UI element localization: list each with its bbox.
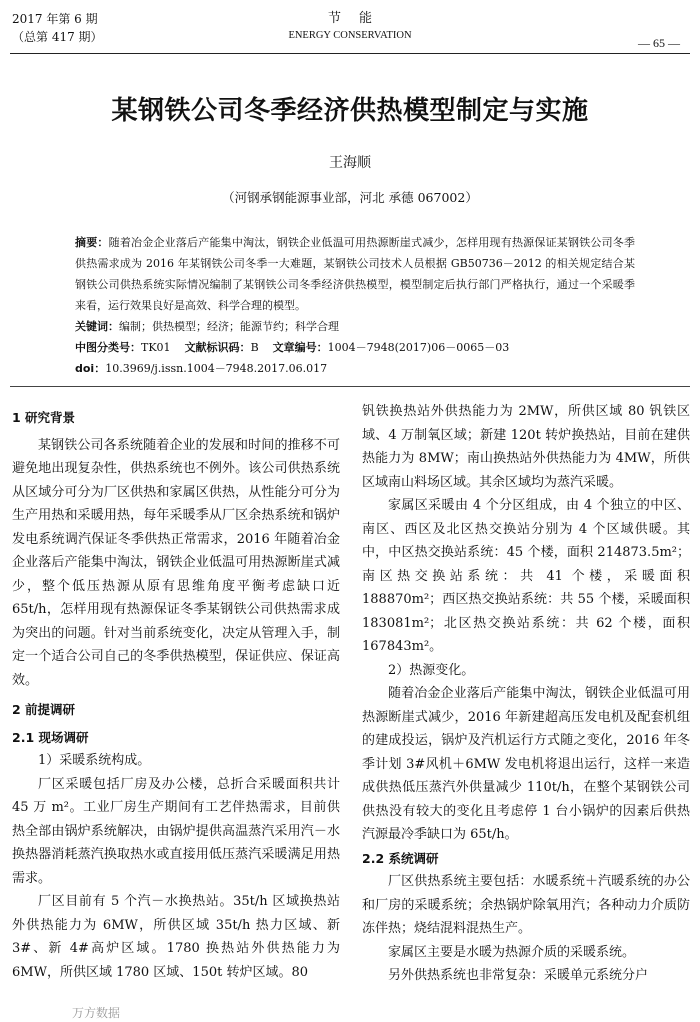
keywords-line xyxy=(75,316,635,337)
header-year-issue: 2017 年第 6 期 xyxy=(12,12,98,26)
header-journal xyxy=(230,10,470,44)
paragraph-heat-stations: 厂区目前有 5 个汽－水换热站。35t/h 区域换热站外供热能力为 6MW，所供区域 35t/h 热力区域、新 3#、新 4#高炉区域。1780 换热站外供热能力为 6MW，所供区域 1780 区域、150t 转炉区域。80 xyxy=(12,894,340,980)
paragraph-heat-source: 随着冶金企业落后产能集中淘汰，钢铁企业低温可用热源断崖式减少，2016 年新建超高压发电机及配套机组的建成投运，锅炉及汽机运行方式随之变化，2016 年冬季计划 3#风机＋6MW 发电机将退出运行，这样一来造成供热低压蒸汽外供量减少 110t/h，在整个某钢铁公司供热没有较大的变化且考虑停 1 台小锅炉的因素后供热汽源最冷季缺口为 65t/h。 xyxy=(362,686,690,842)
classification-line xyxy=(75,337,635,358)
header-divider xyxy=(10,53,690,54)
doccode-label: 文献标识码： xyxy=(184,341,251,354)
heading-research-background: 1 研究背景 xyxy=(12,410,76,425)
subheading-heat-source: 2）热源变化。 xyxy=(388,662,475,678)
watermark: 万方数据 xyxy=(72,1006,121,1020)
clc-label: 中图分类号： xyxy=(75,341,141,354)
right-column xyxy=(362,400,690,988)
abstract-paragraph xyxy=(75,232,635,316)
paragraph-stations-continued: 钒铁换热站外供热能力为 2MW，所供区域 80 钒铁区域、4 万制氧区域；新建 120t 转炉换热站，目前在建供热能力为 8MW；南山换热站外供热能力为 4MW，所供区域南山料场区域。其余区域均为蒸汽采暖。 xyxy=(362,404,690,490)
header-issue-info xyxy=(12,10,103,46)
abstract-label: 摘要： xyxy=(75,236,109,249)
page-number: — 65 — xyxy=(638,36,680,50)
header-total-issue: （总第 417 期） xyxy=(12,30,103,44)
doi-label: doi： xyxy=(75,362,106,375)
paragraph-plant-heating: 厂区采暖包括厂房及办公楼，总折合采暖面积共计 45 万 m²。工业厂房生产期间有工艺伴热需求，目前供热全部由锅炉系统解决，由锅炉提供高温蒸汽采用汽－水换热器消耗蒸汽换取热水或直接用低压蒸汽采暖满足用热需求。 xyxy=(12,776,340,886)
articleno-label: 文章编号： xyxy=(272,341,328,354)
doccode-value: B xyxy=(250,341,259,354)
heading-field-survey: 2.1 现场调研 xyxy=(12,729,89,745)
paragraph-system-3: 另外供热系统也非常复杂：采暖单元系统分户 xyxy=(388,968,649,983)
articleno-value: 1004－7948(2017)06－0065－03 xyxy=(327,341,510,354)
heading-system-survey: 2.2 系统调研 xyxy=(362,850,439,866)
article-author: 王海顺 xyxy=(329,155,371,171)
journal-name-en: ENERGY CONSERVATION xyxy=(288,30,412,41)
keywords-text: 编制；供热模型；经济；能源节约；科学合理 xyxy=(119,320,339,333)
paragraph-background: 某钢铁公司各系统随着企业的发展和时间的推移不可避免地出现复杂性，供热系统也不例外。该公司供热系统从区域分可分为厂区供热和家属区供热，从性能分可分为生产用热和采暖用热，每年采暖季从厂区余热系统和锅炉发电系统调汽保证冬季供热正常需求，2016 年随着冶金企业落后产能集中淘汰，钢铁企业低温可用热源断崖式减少，整个低压热源从原有思维角度平衡考虑缺口近 65t/h，怎样用现有热源保证冬季某钢铁公司供热需求成为突出的问题。针对当前系统变化，决定从管理入手，制定一个适合公司自己的冬季供热模型，保证供应、保证高效。 xyxy=(12,437,340,688)
doi-line xyxy=(75,358,635,379)
article-affiliation: （河钢承钢能源事业部，河北 承德 067002） xyxy=(222,190,478,205)
paragraph-family-area: 家属区采暖由 4 个分区组成，由 4 个独立的中区、南区、西区及北区热交换站分别为 4 个区域供暖。其中，中区热交换站系统：45 个楼，面积 214873.5m²；南区热交换站系统：共 41 个楼，采暖面积 188870m²；西区热交换站系统：共 55 个楼，采暖面积 183081m²；北区热交换站系统：共 62 个楼，面积 167843m²。 xyxy=(362,498,690,654)
heading-preliminary-survey: 2 前提调研 xyxy=(12,702,76,717)
subheading-heating-system: 1）采暖系统构成。 xyxy=(38,753,151,768)
article-title: 某钢铁公司冬季经济供热模型制定与实施 xyxy=(111,96,589,126)
left-column xyxy=(12,400,340,984)
clc-value: TK01 xyxy=(141,341,171,354)
journal-name-cn: 节能 xyxy=(327,11,390,26)
paragraph-system-1: 厂区供热系统主要包括：水暖系统＋汽暖系统的办公和厂房的采暖系统；余热锅炉除氧用汽；各种动力介质防冻伴热；烧结混料混热生产。 xyxy=(362,874,690,936)
abstract-text: 随着冶金企业落后产能集中淘汰，钢铁企业低温可用热源断崖式减少，怎样用现有热源保证某钢铁公司冬季供热需求成为 2016 年某钢铁公司冬季一大难题，某钢铁公司技术人员根据 GB50736－2012 的相关规定结合某钢铁公司供热系统实际情况编制了某钢铁公司冬季经济供热模型，模型制定后执行部门严格执行，通过一个采暖季来看，运行效果良好是高效、科学合理的模型。 xyxy=(75,236,636,312)
abstract-block xyxy=(75,232,635,379)
abstract-divider xyxy=(10,386,690,387)
paragraph-system-2: 家属区主要是水暖为热源介质的采暖系统。 xyxy=(388,944,636,960)
doi-value: 10.3969/j.issn.1004－7948.2017.06.017 xyxy=(105,362,328,375)
keywords-label: 关键词： xyxy=(75,320,119,333)
